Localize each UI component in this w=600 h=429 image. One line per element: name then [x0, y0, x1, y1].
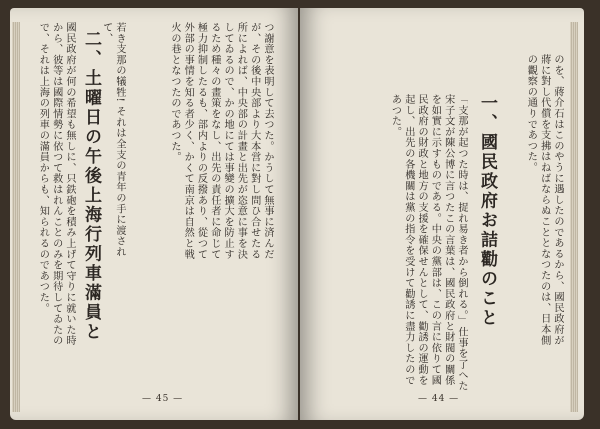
page-edge — [570, 22, 578, 412]
right-page-text-top: のを、蔣介石はこのやうに遇したのであるから、國民政府が蔣に對し代償を支拂はねばならぬこととなつたのは、日本側の觀察の通りであつた。 — [525, 54, 563, 346]
page-edge — [12, 22, 20, 412]
section-heading-1: 一、國民政府お詰勸のこと — [477, 94, 497, 328]
section-heading-2: 二、土曜日の午後上海行列車滿員と — [81, 30, 101, 342]
left-page-text-top: つ謝意を表明して去つた。かうして無事に済んだが、その後中央部より大本営に對し問ひ合せたる所によれば、中央部の計畫と出先が恣意に事を決してゐるので、かの地にては事變の擴大を防止するため種々の畫策をなし、出先の責任者に命じて極力抑制したるも、部内よりの反撥あり、從つて外部の事情を知る者少く、かくて南京は自然と戦火の巷となつたのであつた。 — [168, 22, 273, 260]
left-page-text-mid: 若き支那の犠牲! それは全支の青年の手に渡されて、 — [100, 22, 125, 258]
page-number-right: — 44 — — [418, 394, 460, 404]
left-page-text-bottom: 國民政府が何の希望も無しに、只鉄砲を積み上げて守りに就いた時から、彼等は國際情勢に依つて救はれんことのみを期待してゐたので、それは上海の列車の滿員からも、知られるのであつた。 — [37, 22, 75, 346]
page-number-left: — 45 — — [142, 394, 184, 404]
right-page — [300, 8, 584, 420]
left-page — [10, 8, 298, 420]
right-page-text-body: 「支那が起つた時は、捉れ易き者から倒れる。」仕事を了へた宋子文が陳公博に言つたこの言葉は、國民政府と財閥の關係を如實に示すものである。中央の黨部は、この言に依りて國民政府の財政と地方の支援を確保せんとして、勸誘の運動を起し、出先の各機關は黨の指令を受けて勸誘に盡力したのであつた。 — [389, 94, 467, 392]
